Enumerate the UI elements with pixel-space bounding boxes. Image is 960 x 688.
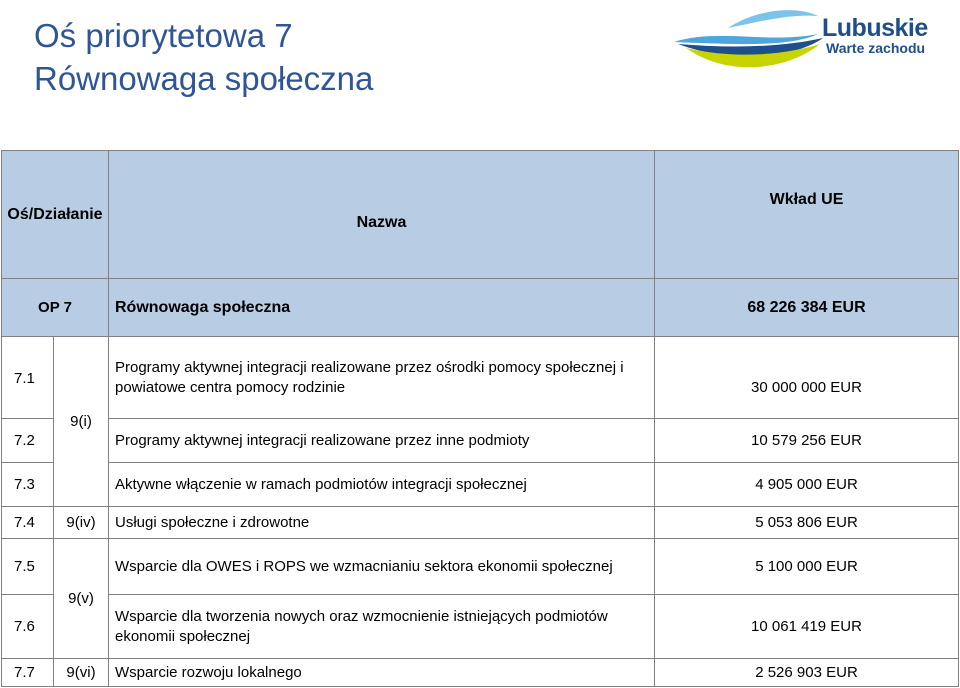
row-priority: 9(iv) [54, 507, 109, 539]
row-priority: 9(i) [54, 337, 109, 507]
row-name: Aktywne włączenie w ramach podmiotów integracji społecznej [109, 463, 655, 507]
row-value: 5 100 000 EUR [655, 539, 959, 595]
row-value: 2 526 903 EUR [655, 659, 959, 687]
row-name: Programy aktywnej integracji realizowane przez ośrodki pomocy społecznej i powiatowe centra pomocy rodzinie [109, 337, 655, 419]
table-row [2, 595, 959, 659]
row-value: 5 053 806 EUR [655, 507, 959, 539]
row-value: 4 905 000 EUR [655, 463, 959, 507]
row-name: Wsparcie dla OWES i ROPS we wzmacnianiu sektora ekonomii społecznej [109, 539, 655, 595]
title-line-1: Oś priorytetowa 7 [34, 17, 293, 54]
table-row [2, 659, 959, 687]
row-value: 10 061 419 EUR [655, 595, 959, 659]
row-number: 7.6 [2, 595, 54, 659]
row-number: 7.7 [2, 659, 54, 687]
table-row [2, 337, 959, 419]
row-name: Wsparcie dla tworzenia nowych oraz wzmocnienie istniejących podmiotów ekonomii społecznej [109, 595, 655, 659]
row-name: Wsparcie rozwoju lokalnego [109, 659, 655, 687]
op-name: Równowaga społeczna [109, 279, 655, 337]
row-priority: 9(v) [54, 539, 109, 659]
op-axis: OP 7 [2, 279, 109, 337]
row-number: 7.4 [2, 507, 54, 539]
row-number: 7.1 [2, 337, 54, 419]
table-row [2, 507, 959, 539]
row-value: 30 000 000 EUR [655, 337, 959, 419]
page-title [34, 14, 373, 100]
header-value: Wkład UE [655, 151, 959, 279]
title-line-2: Równowaga społeczna [34, 60, 374, 97]
row-number: 7.2 [2, 419, 54, 463]
table-row [2, 539, 959, 595]
header-name: Nazwa [109, 151, 655, 279]
row-name: Usługi społeczne i zdrowotne [109, 507, 655, 539]
row-number: 7.3 [2, 463, 54, 507]
op-row [2, 279, 959, 337]
logo-name: Lubuskie [822, 14, 928, 42]
table-row [2, 463, 959, 507]
row-number: 7.5 [2, 539, 54, 595]
row-value: 10 579 256 EUR [655, 419, 959, 463]
table-row [2, 419, 959, 463]
row-name: Programy aktywnej integracji realizowane przez inne podmioty [109, 419, 655, 463]
row-priority: 9(vi) [54, 659, 109, 687]
header-axis: Oś/Działanie [2, 151, 109, 279]
logo-tagline: Warte zachodu [826, 40, 926, 56]
op-value: 68 226 384 EUR [655, 279, 959, 337]
funding-table [1, 150, 959, 687]
table-header-row [2, 151, 959, 279]
